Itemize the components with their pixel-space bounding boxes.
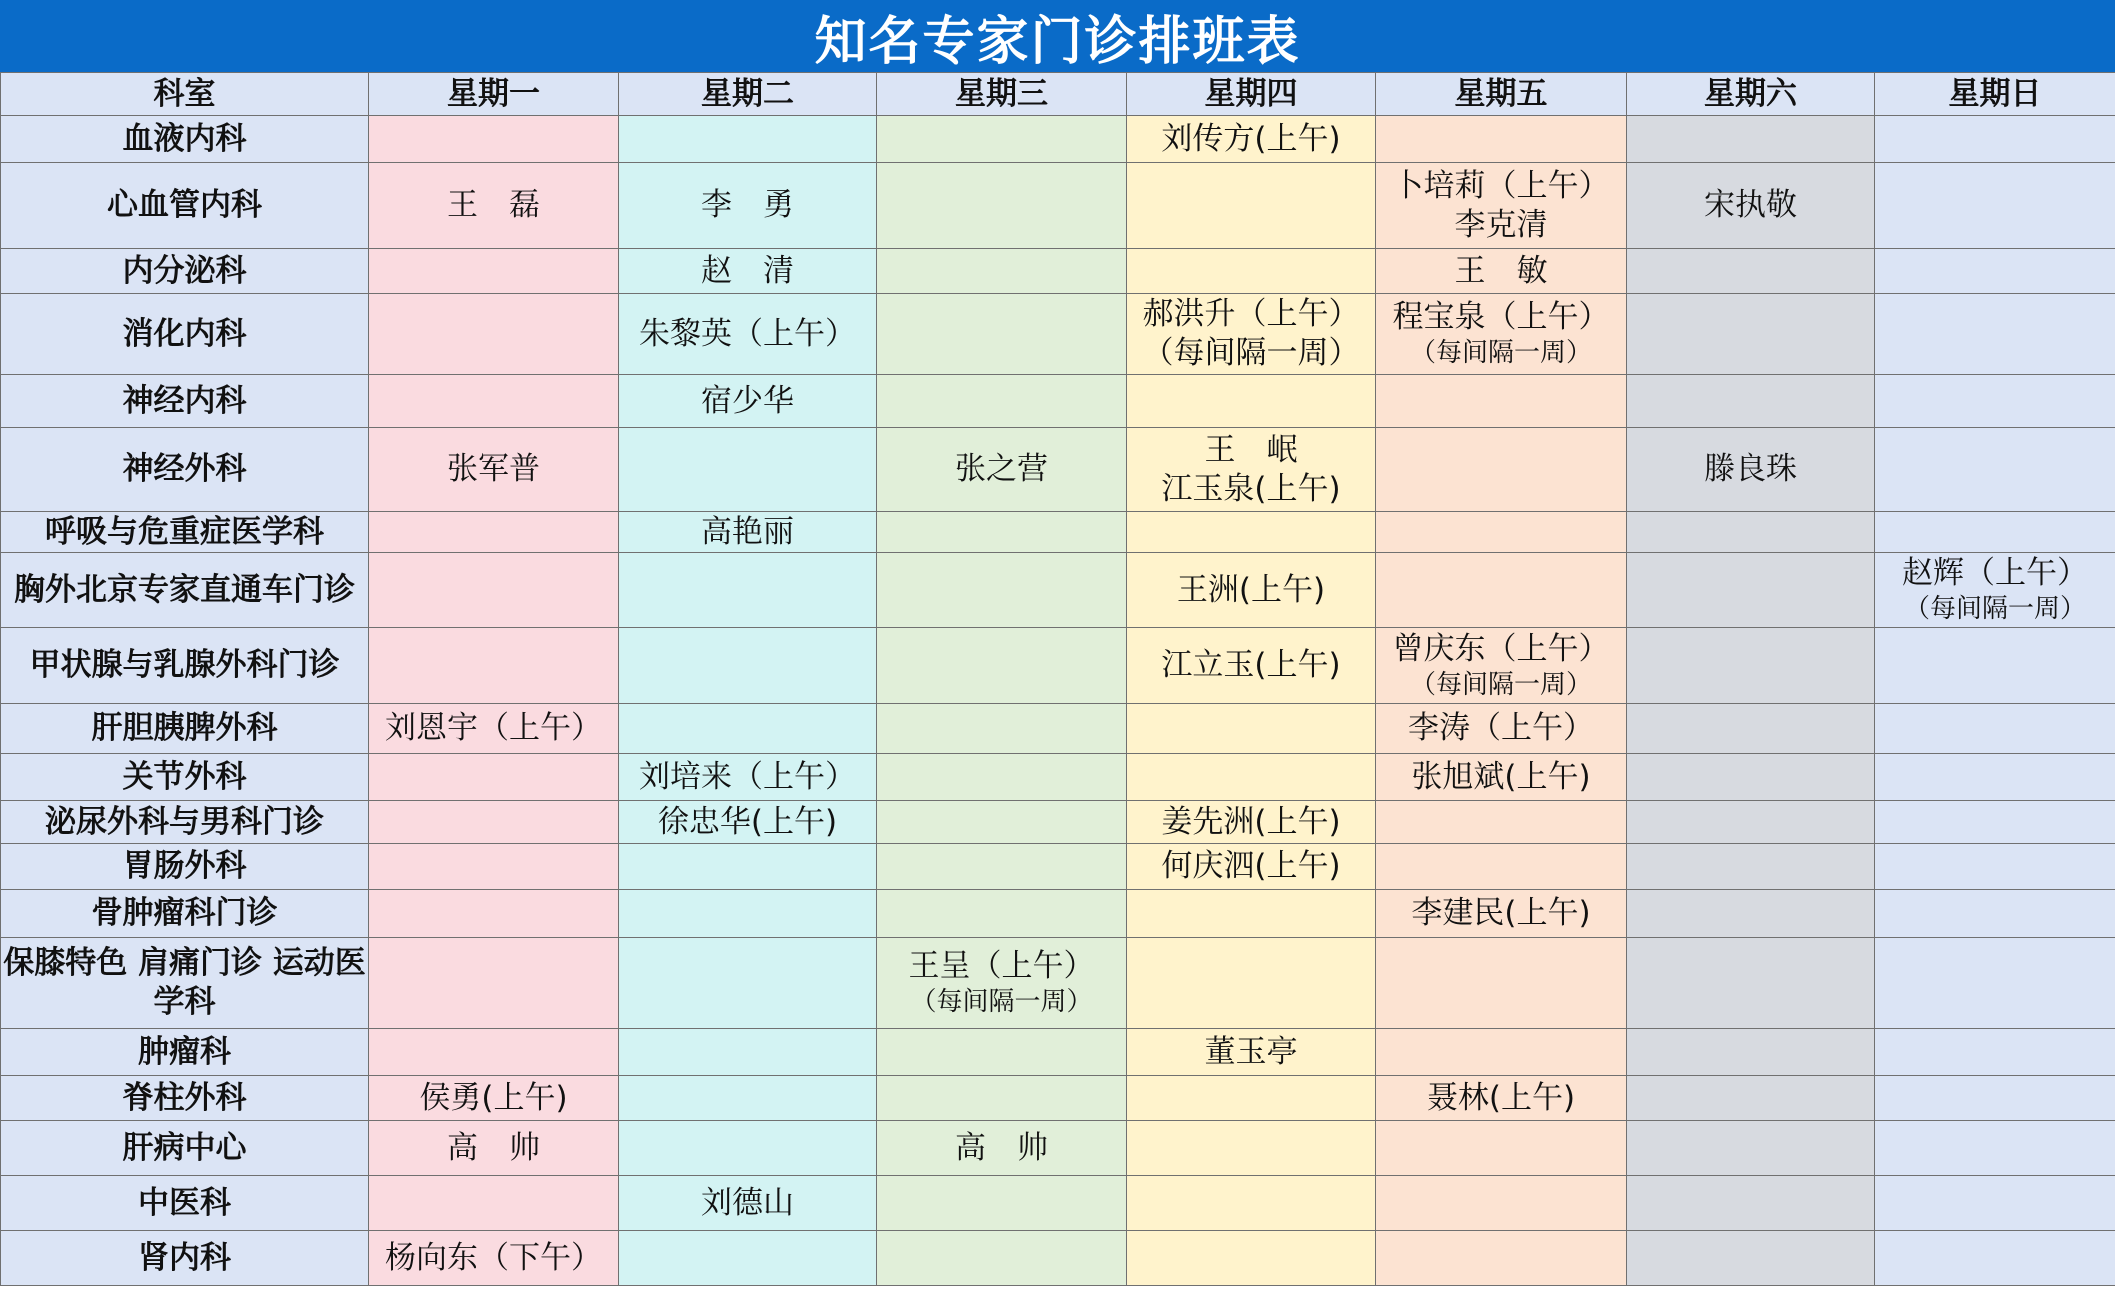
table-row — [1, 512, 2115, 553]
schedule-cell-fri — [1376, 1231, 1627, 1286]
table-row — [1, 1029, 2115, 1076]
schedule-cell-sat — [1627, 428, 1875, 512]
header-row — [1, 73, 2115, 116]
header-dept: 科室 — [1, 73, 369, 116]
dept-cell: 泌尿外科与男科门诊 — [1, 801, 369, 844]
schedule-cell-fri — [1376, 294, 1627, 375]
schedule-cell-thu — [1127, 801, 1376, 844]
schedule-cell-thu — [1127, 890, 1376, 938]
schedule-cell-fri — [1376, 553, 1627, 628]
schedule-cell-tue — [619, 844, 877, 890]
schedule-cell-thu — [1127, 1176, 1376, 1231]
doctor-name: 赵辉（上午） — [1902, 555, 2088, 592]
schedule-cell-mon — [369, 553, 619, 628]
dept-cell: 中医科 — [1, 1176, 369, 1231]
dept-cell: 胃肠外科 — [1, 844, 369, 890]
schedule-cell-sun — [1875, 938, 2115, 1029]
schedule-cell-sun — [1875, 249, 2115, 294]
schedule-cell-fri — [1376, 512, 1627, 553]
schedule-cell-tue — [619, 628, 877, 704]
schedule-table — [0, 72, 2115, 1286]
schedule-cell-mon — [369, 116, 619, 163]
schedule-cell-sat — [1627, 249, 1875, 294]
doctor-name: 朱黎英（上午） — [639, 315, 856, 352]
table-row — [1, 1231, 2115, 1286]
doctor-name: 刘德山 — [701, 1184, 794, 1221]
table-row — [1, 801, 2115, 844]
schedule-cell-sun — [1875, 844, 2115, 890]
schedule-cell-tue — [619, 375, 877, 428]
table-row — [1, 163, 2115, 249]
schedule-cell-mon — [369, 1176, 619, 1231]
schedule-cell-sat — [1627, 163, 1875, 249]
schedule-cell-sat — [1627, 754, 1875, 801]
doctor-name: 江立玉(上午) — [1161, 647, 1341, 684]
header-sat: 星期六 — [1627, 73, 1875, 116]
schedule-cell-sat — [1627, 1176, 1875, 1231]
dept-cell: 甲状腺与乳腺外科门诊 — [1, 628, 369, 704]
schedule-cell-sat — [1627, 375, 1875, 428]
table-row — [1, 294, 2115, 375]
schedule-cell-wed — [877, 628, 1127, 704]
table-row — [1, 1076, 2115, 1121]
schedule-cell-sun — [1875, 890, 2115, 938]
schedule-cell-wed — [877, 375, 1127, 428]
schedule-cell-thu — [1127, 704, 1376, 754]
schedule-cell-thu — [1127, 1121, 1376, 1176]
schedule-cell-sat — [1627, 1121, 1875, 1176]
table-row — [1, 375, 2115, 428]
table-row — [1, 1176, 2115, 1231]
schedule-cell-fri — [1376, 116, 1627, 163]
doctor-name: 李涛（上午） — [1408, 710, 1594, 747]
schedule-cell-wed — [877, 890, 1127, 938]
schedule-cell-sat — [1627, 628, 1875, 704]
schedule-cell-tue — [619, 1231, 877, 1286]
doctor-name: 王呈（上午） — [908, 948, 1095, 985]
schedule-cell-mon — [369, 844, 619, 890]
schedule-cell-wed — [877, 249, 1127, 294]
schedule-cell-tue — [619, 249, 877, 294]
schedule-cell-sun — [1875, 1029, 2115, 1076]
doctor-name: 刘培来（上午） — [639, 758, 856, 795]
schedule-cell-tue — [619, 754, 877, 801]
header-sun: 星期日 — [1875, 73, 2115, 116]
doctor-name: （每间隔一周） — [1142, 335, 1360, 371]
schedule-cell-mon — [369, 938, 619, 1029]
dept-cell: 保膝特色 肩痛门诊 运动医学科 — [1, 938, 369, 1029]
doctor-name: 江玉泉(上午) — [1161, 470, 1341, 507]
doctor-name: 高艳丽 — [701, 513, 794, 550]
schedule-cell-tue — [619, 1029, 877, 1076]
schedule-cell-mon — [369, 249, 619, 294]
dept-cell: 肝病中心 — [1, 1121, 369, 1176]
schedule-cell-sun — [1875, 163, 2115, 249]
page-title: 知名专家门诊排班表 — [0, 0, 2115, 72]
dept-cell: 呼吸与危重症医学科 — [1, 512, 369, 553]
table-row — [1, 249, 2115, 294]
schedule-cell-fri — [1376, 844, 1627, 890]
schedule-cell-fri — [1376, 1029, 1627, 1076]
dept-cell: 心血管内科 — [1, 163, 369, 249]
schedule-cell-sun — [1875, 704, 2115, 754]
schedule-cell-sat — [1627, 1231, 1875, 1286]
doctor-name: 董玉亭 — [1204, 1033, 1298, 1070]
schedule-cell-tue — [619, 116, 877, 163]
schedule-cell-fri — [1376, 628, 1627, 704]
dept-cell: 脊柱外科 — [1, 1076, 369, 1121]
schedule-cell-wed — [877, 512, 1127, 553]
table-row — [1, 116, 2115, 163]
table-row — [1, 553, 2115, 628]
schedule-cell-thu — [1127, 1076, 1376, 1121]
schedule-cell-mon — [369, 890, 619, 938]
schedule-note: （每间隔一周） — [1409, 669, 1592, 700]
doctor-name: 聂林(上午) — [1426, 1079, 1576, 1116]
doctor-name: 姜先洲(上午) — [1161, 803, 1341, 840]
schedule-cell-sun — [1875, 1076, 2115, 1121]
schedule-cell-mon — [369, 1076, 619, 1121]
dept-cell: 神经内科 — [1, 375, 369, 428]
schedule-cell-fri — [1376, 163, 1627, 249]
schedule-cell-thu — [1127, 249, 1376, 294]
doctor-name: 宋执敬 — [1704, 187, 1797, 224]
schedule-cell-mon — [369, 754, 619, 801]
schedule-cell-fri — [1376, 1176, 1627, 1231]
schedule-cell-thu — [1127, 163, 1376, 249]
schedule-cell-sat — [1627, 844, 1875, 890]
schedule-cell-fri — [1376, 249, 1627, 294]
doctor-name: 滕良珠 — [1704, 451, 1797, 488]
schedule-cell-sun — [1875, 553, 2115, 628]
schedule-cell-wed — [877, 801, 1127, 844]
doctor-name: 张军普 — [447, 451, 540, 488]
dept-cell: 神经外科 — [1, 428, 369, 512]
schedule-cell-sat — [1627, 1029, 1875, 1076]
schedule-cell-sun — [1875, 294, 2115, 375]
schedule-cell-tue — [619, 512, 877, 553]
table-row — [1, 754, 2115, 801]
table-row — [1, 428, 2115, 512]
doctor-name: 曾庆东（上午） — [1392, 630, 1610, 667]
schedule-cell-mon — [369, 1121, 619, 1176]
schedule-cell-sun — [1875, 1176, 2115, 1231]
table-row — [1, 1121, 2115, 1176]
doctor-name: 高 帅 — [447, 1129, 540, 1166]
schedule-cell-tue — [619, 938, 877, 1029]
schedule-cell-sat — [1627, 890, 1875, 938]
schedule-cell-sun — [1875, 628, 2115, 704]
schedule-cell-tue — [619, 704, 877, 754]
schedule-cell-thu — [1127, 294, 1376, 375]
schedule-cell-sat — [1627, 116, 1875, 163]
schedule-cell-wed — [877, 938, 1127, 1029]
schedule-cell-sat — [1627, 704, 1875, 754]
schedule-cell-wed — [877, 704, 1127, 754]
table-row — [1, 704, 2115, 754]
doctor-name: 李克清 — [1454, 206, 1548, 243]
schedule-cell-mon — [369, 1029, 619, 1076]
schedule-cell-wed — [877, 754, 1127, 801]
schedule-cell-thu — [1127, 375, 1376, 428]
schedule-cell-wed — [877, 1121, 1127, 1176]
schedule-cell-mon — [369, 375, 619, 428]
schedule-cell-wed — [877, 116, 1127, 163]
schedule-cell-thu — [1127, 553, 1376, 628]
schedule-cell-mon — [369, 1231, 619, 1286]
doctor-name: 杨向东（下午） — [385, 1239, 602, 1276]
schedule-cell-sun — [1875, 428, 2115, 512]
schedule-cell-fri — [1376, 428, 1627, 512]
header-tue: 星期二 — [619, 73, 877, 116]
doctor-name: 张旭斌(上午) — [1411, 758, 1591, 795]
schedule-cell-mon — [369, 512, 619, 553]
schedule-cell-thu — [1127, 844, 1376, 890]
doctor-name: 卜培莉（上午） — [1392, 167, 1610, 204]
schedule-cell-sun — [1875, 1231, 2115, 1286]
dept-cell: 骨肿瘤科门诊 — [1, 890, 369, 938]
schedule-cell-wed — [877, 1176, 1127, 1231]
schedule-cell-sun — [1875, 512, 2115, 553]
doctor-name: 宿少华 — [701, 382, 794, 419]
table-row — [1, 890, 2115, 938]
schedule-cell-sun — [1875, 754, 2115, 801]
schedule-cell-thu — [1127, 754, 1376, 801]
schedule-cell-tue — [619, 1121, 877, 1176]
schedule-cell-mon — [369, 801, 619, 844]
doctor-name: 王 磊 — [447, 187, 540, 224]
schedule-cell-sat — [1627, 938, 1875, 1029]
schedule-cell-sun — [1875, 116, 2115, 163]
dept-cell: 肝胆胰脾外科 — [1, 704, 369, 754]
schedule-cell-thu — [1127, 1231, 1376, 1286]
dept-cell: 关节外科 — [1, 754, 369, 801]
schedule-cell-sat — [1627, 512, 1875, 553]
doctor-name: 刘恩宇（上午） — [385, 710, 602, 747]
schedule-cell-wed — [877, 553, 1127, 628]
schedule-note: （每间隔一周） — [910, 987, 1093, 1018]
schedule-cell-fri — [1376, 890, 1627, 938]
doctor-name: 赵 清 — [701, 252, 794, 289]
schedule-cell-sun — [1875, 375, 2115, 428]
schedule-cell-tue — [619, 553, 877, 628]
schedule-cell-thu — [1127, 1029, 1376, 1076]
dept-cell: 胸外北京专家直通车门诊 — [1, 553, 369, 628]
doctor-name: 王 岷 — [1204, 431, 1298, 468]
schedule-cell-thu — [1127, 116, 1376, 163]
doctor-name: 郝洪升（上午） — [1142, 296, 1360, 333]
dept-cell: 内分泌科 — [1, 249, 369, 294]
doctor-name: 高 帅 — [955, 1129, 1048, 1166]
doctor-name: 王 敏 — [1454, 252, 1548, 289]
table-row — [1, 938, 2115, 1029]
schedule-cell-sun — [1875, 801, 2115, 844]
schedule-cell-thu — [1127, 628, 1376, 704]
schedule-cell-sat — [1627, 553, 1875, 628]
schedule-cell-thu — [1127, 938, 1376, 1029]
header-fri: 星期五 — [1376, 73, 1627, 116]
doctor-name: 张之营 — [955, 451, 1048, 488]
schedule-cell-tue — [619, 428, 877, 512]
schedule-note: （每间隔一周） — [1409, 338, 1592, 369]
schedule-cell-mon — [369, 428, 619, 512]
schedule-cell-wed — [877, 1076, 1127, 1121]
schedule-cell-fri — [1376, 754, 1627, 801]
schedule-cell-tue — [619, 163, 877, 249]
doctor-name: 程宝泉（上午） — [1392, 299, 1610, 336]
schedule-cell-fri — [1376, 938, 1627, 1029]
schedule-cell-fri — [1376, 704, 1627, 754]
table-row — [1, 628, 2115, 704]
schedule-cell-sat — [1627, 294, 1875, 375]
doctor-name: 何庆泗(上午) — [1161, 848, 1341, 885]
schedule-cell-tue — [619, 890, 877, 938]
doctor-name: 侯勇(上午) — [419, 1079, 568, 1116]
doctor-name: 王洲(上午) — [1176, 571, 1326, 608]
schedule-cell-tue — [619, 1076, 877, 1121]
schedule-cell-sat — [1627, 1076, 1875, 1121]
doctor-name: 李建民(上午) — [1411, 895, 1591, 932]
schedule-cell-wed — [877, 844, 1127, 890]
dept-cell: 肾内科 — [1, 1231, 369, 1286]
dept-cell: 血液内科 — [1, 116, 369, 163]
schedule-cell-thu — [1127, 512, 1376, 553]
doctor-name: 徐忠华(上午) — [657, 803, 838, 840]
schedule-cell-wed — [877, 1029, 1127, 1076]
header-wed: 星期三 — [877, 73, 1127, 116]
schedule-cell-fri — [1376, 1121, 1627, 1176]
header-thu: 星期四 — [1127, 73, 1376, 116]
schedule-cell-wed — [877, 294, 1127, 375]
schedule-cell-mon — [369, 294, 619, 375]
schedule-cell-wed — [877, 428, 1127, 512]
schedule-cell-fri — [1376, 801, 1627, 844]
schedule-cell-tue — [619, 801, 877, 844]
schedule-cell-fri — [1376, 1076, 1627, 1121]
header-mon: 星期一 — [369, 73, 619, 116]
schedule-cell-fri — [1376, 375, 1627, 428]
doctor-name: 李 勇 — [701, 187, 794, 224]
dept-cell: 肿瘤科 — [1, 1029, 369, 1076]
schedule-cell-sat — [1627, 801, 1875, 844]
schedule-cell-mon — [369, 163, 619, 249]
dept-cell: 消化内科 — [1, 294, 369, 375]
schedule-cell-sun — [1875, 1121, 2115, 1176]
schedule-cell-tue — [619, 1176, 877, 1231]
schedule-cell-mon — [369, 704, 619, 754]
schedule-cell-wed — [877, 163, 1127, 249]
doctor-name: 刘传方(上午) — [1161, 120, 1341, 157]
table-row — [1, 844, 2115, 890]
schedule-cell-mon — [369, 628, 619, 704]
schedule-cell-wed — [877, 1231, 1127, 1286]
schedule-cell-thu — [1127, 428, 1376, 512]
schedule-cell-tue — [619, 294, 877, 375]
schedule-note: （每间隔一周） — [1903, 594, 2086, 625]
